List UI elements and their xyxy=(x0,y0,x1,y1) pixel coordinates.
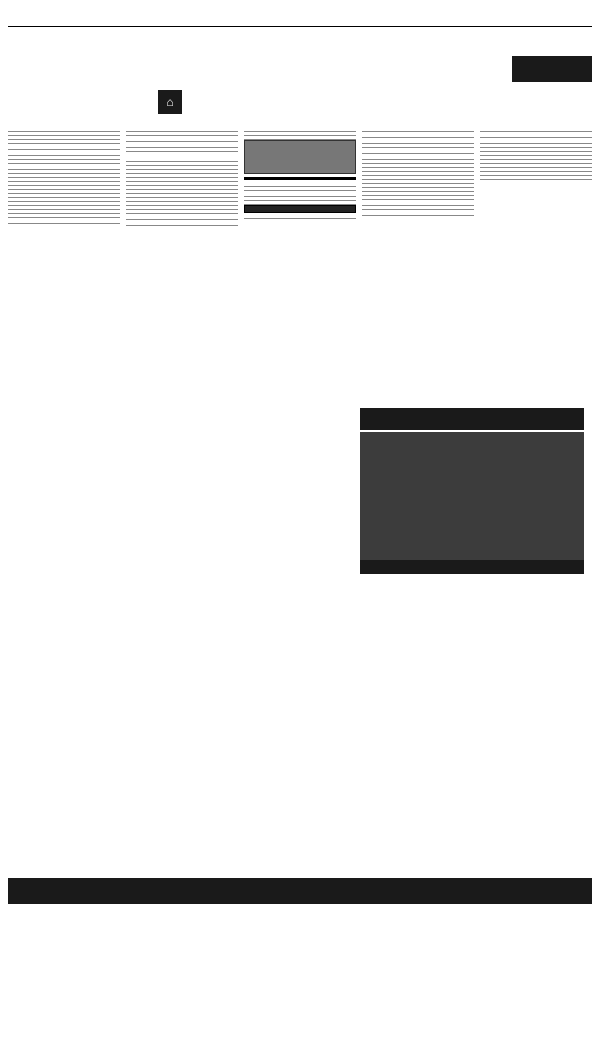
section-logo xyxy=(8,50,148,120)
melatih-ingatan-title xyxy=(360,408,584,430)
classified-ad xyxy=(244,215,356,219)
classified-ad xyxy=(362,144,474,148)
classified-ad xyxy=(126,132,238,136)
classified-ad xyxy=(126,216,238,220)
classified-ad xyxy=(362,212,474,216)
classified-ad xyxy=(8,160,120,164)
classified-ad xyxy=(362,128,474,132)
masthead xyxy=(8,50,592,122)
classified-ad xyxy=(126,148,238,152)
classified-ad xyxy=(480,128,592,132)
classified-ad xyxy=(244,187,356,191)
contact-bar xyxy=(158,90,592,116)
classified-ad xyxy=(8,140,120,144)
pertanyaan-title xyxy=(360,560,584,574)
crossword-image xyxy=(360,432,584,560)
classified-ad xyxy=(126,210,238,214)
home-icon: ⌂ xyxy=(158,90,182,114)
classified-ad xyxy=(480,134,592,138)
page-header xyxy=(8,4,592,48)
classified-ad xyxy=(362,134,474,138)
classified-ad xyxy=(126,138,238,142)
classified-ad xyxy=(8,220,120,224)
classified-ad xyxy=(8,146,120,150)
classified-ad xyxy=(480,176,592,180)
classified-ad xyxy=(8,214,120,218)
crossword-clues xyxy=(360,576,584,579)
header-rule xyxy=(8,26,592,27)
column-3 xyxy=(244,126,356,876)
column-2 xyxy=(126,126,238,876)
pengumuman-heading xyxy=(244,177,356,180)
classified-ad xyxy=(126,222,238,226)
ad-photo xyxy=(244,140,356,174)
classified-ad xyxy=(362,206,474,210)
classified-ad xyxy=(362,196,474,200)
column-1 xyxy=(8,126,120,876)
minggu-badge xyxy=(512,56,592,82)
telepon-penting-body xyxy=(8,906,592,1046)
telepon-penting-title xyxy=(8,878,592,904)
classified-ad xyxy=(362,150,474,154)
column-5 xyxy=(480,126,592,406)
promo-banner xyxy=(244,205,356,213)
